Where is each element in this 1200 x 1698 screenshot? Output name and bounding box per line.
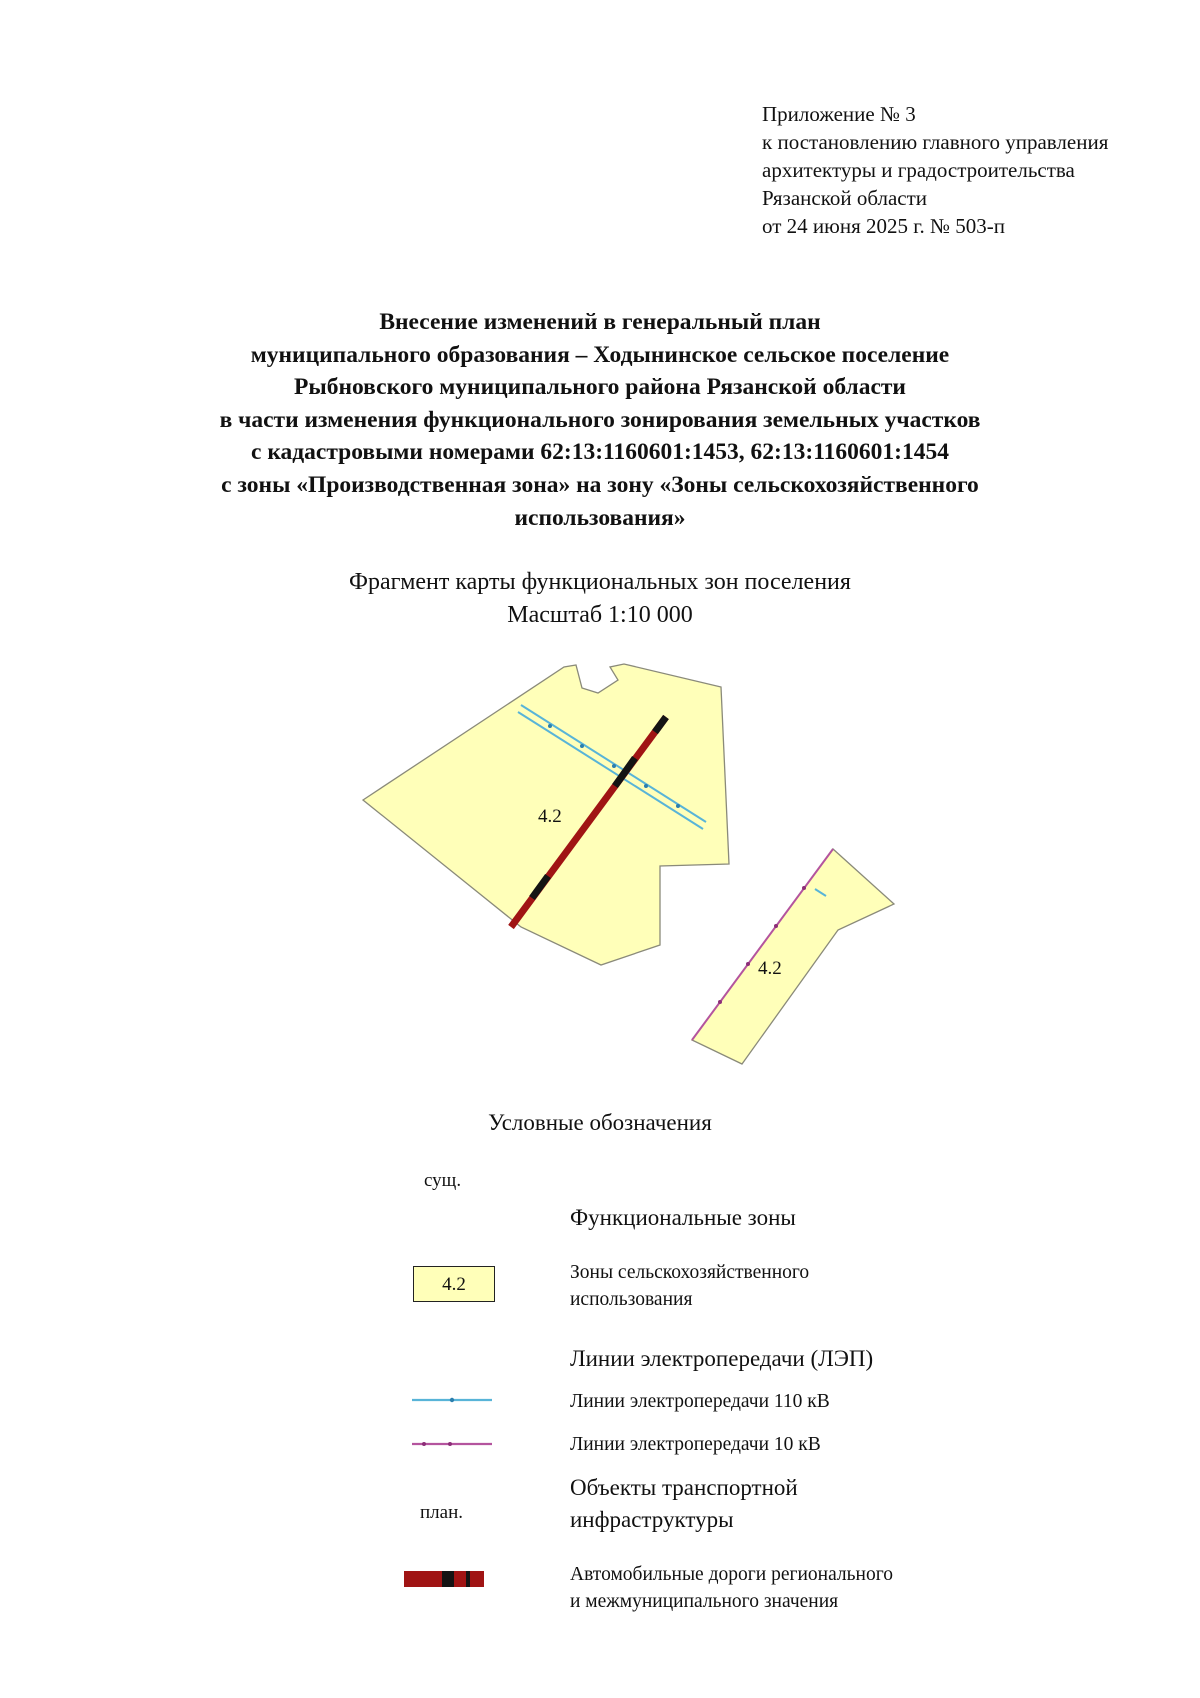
appendix-line: Рязанской области bbox=[762, 186, 928, 210]
legend-heading-transport-line: инфраструктуры bbox=[570, 1507, 734, 1532]
legend-zone-name bbox=[570, 1259, 809, 1313]
map-scale: Масштаб 1:10 000 bbox=[507, 602, 693, 628]
legend-10kv-label: Линии электропередачи 10 кВ bbox=[570, 1434, 821, 1455]
legend-status-existing: сущ. bbox=[424, 1170, 462, 1191]
legend-status-planned: план. bbox=[420, 1502, 464, 1523]
title-line: Внесение изменений в генеральный план bbox=[379, 309, 821, 335]
legend-road-label-line: Автомобильные дороги регионального bbox=[570, 1564, 893, 1585]
title-line: с кадастровыми номерами 62:13:1160601:1453, 62:13:1160601:1454 bbox=[251, 439, 949, 466]
legend-road-label bbox=[570, 1561, 893, 1615]
zone-label: 4.2 bbox=[758, 958, 782, 979]
legend-heading-transport-line: Объекты транспортной bbox=[570, 1475, 798, 1500]
legend-10kv-symbol bbox=[410, 1438, 494, 1450]
title-line: с зоны «Производственная зона» на зону «Зоны сельскохозяйственного bbox=[221, 471, 979, 498]
legend-heading-power: Линии электропередачи (ЛЭП) bbox=[570, 1346, 874, 1371]
appendix-line: архитектуры и градостроительства bbox=[762, 158, 1075, 182]
legend-heading-zones: Функциональные зоны bbox=[570, 1205, 796, 1230]
legend-zone-name-line: использования bbox=[570, 1289, 693, 1310]
legend-110kv-label: Линии электропередачи 110 кВ bbox=[570, 1391, 830, 1412]
legend-title: Условные обозначения bbox=[488, 1110, 712, 1135]
legend-zone-swatch: 4.2 bbox=[413, 1266, 495, 1302]
zone-parcel-strip bbox=[692, 849, 894, 1064]
legend-road-symbol bbox=[404, 1570, 484, 1588]
title-line: использования» bbox=[514, 504, 686, 531]
appendix-line: к постановлению главного управления bbox=[762, 130, 1109, 154]
legend-110kv-symbol bbox=[410, 1394, 494, 1406]
appendix-line: от 24 июня 2025 г. № 503-п bbox=[762, 214, 1005, 238]
legend-zone-name-line: Зоны сельскохозяйственного bbox=[570, 1262, 810, 1283]
legend-road-label-line: и межмуниципального значения bbox=[570, 1591, 839, 1612]
title-line: Рыбновского муниципального района Рязанской области bbox=[294, 374, 906, 401]
zone-label: 4.2 bbox=[538, 806, 562, 827]
legend-heading-transport bbox=[570, 1472, 798, 1536]
map-caption: Фрагмент карты функциональных зон поселения bbox=[349, 569, 851, 595]
appendix-line: Приложение № 3 bbox=[762, 102, 916, 126]
title-line: в части изменения функционального зонирования земельных участков bbox=[219, 406, 981, 433]
title-line: муниципального образования – Ходынинское сельское поселение bbox=[250, 341, 950, 368]
